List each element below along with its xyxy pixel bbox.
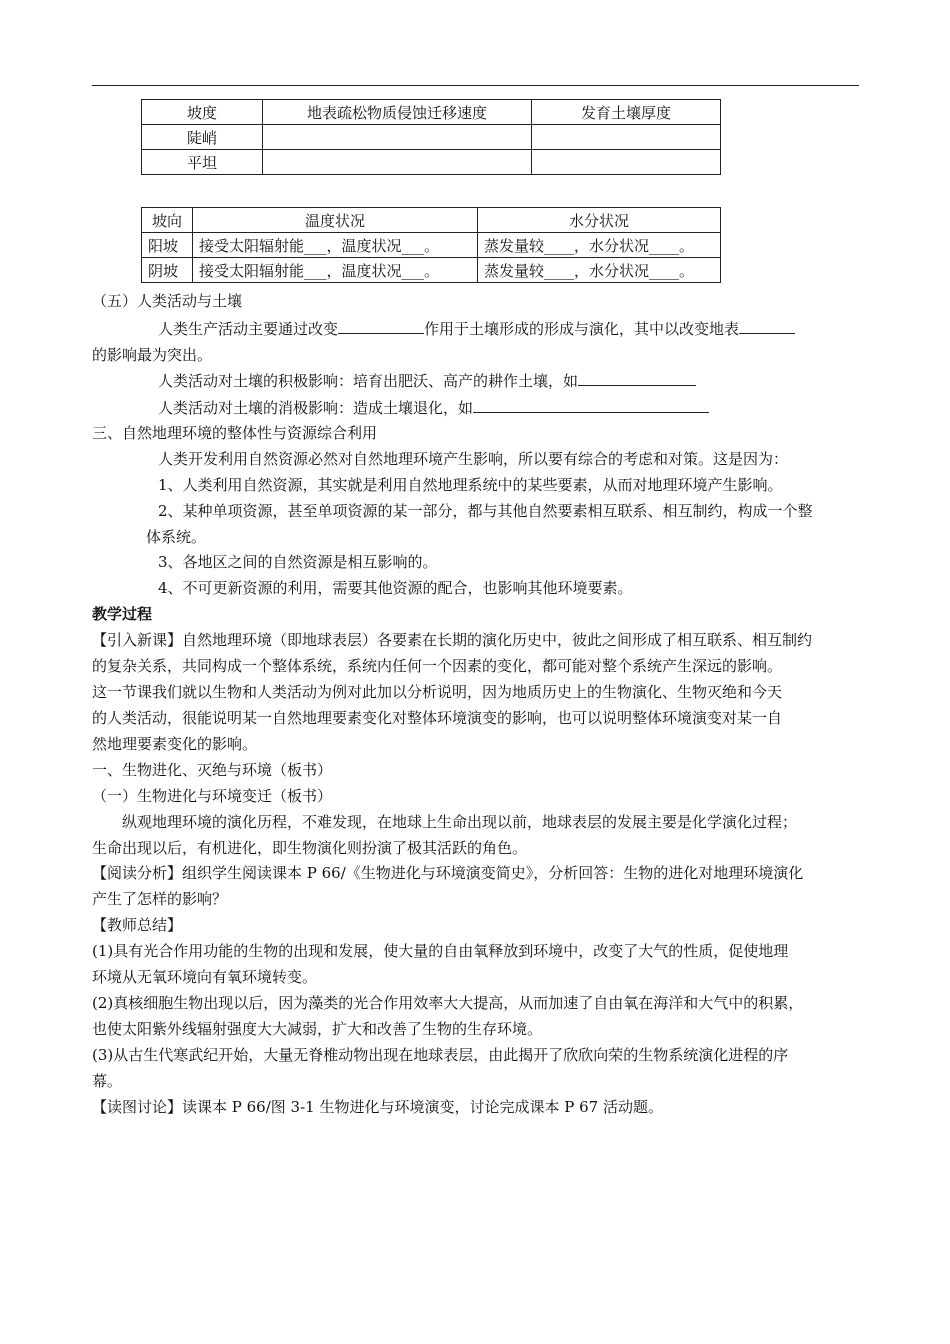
table-cell	[263, 125, 532, 150]
table-row	[142, 258, 721, 283]
table-header-cell: 地表疏松物质侵蚀迁移速度	[263, 100, 532, 125]
table-cell: 接受太阳辐射能___，温度状况___。	[193, 233, 478, 258]
section-heading: （一）生物进化与环境变迁（板书）	[92, 787, 333, 805]
list-item: 4、不可更新资源的利用，需要其他资源的配合，也影响其他环境要素。	[158, 579, 633, 597]
table-cell	[532, 150, 721, 175]
paragraph: 也使太阳紫外线辐射强度大大减弱，扩大和改善了生物的生存环境。	[92, 1020, 543, 1038]
paragraph: 人类开发利用自然资源必然对自然地理环境产生影响，所以要有综合的考虑和对策。这是因为：	[158, 450, 789, 468]
table-header-row	[142, 100, 721, 125]
paragraph: 然地理要素变化的影响。	[92, 735, 258, 753]
fill-blank[interactable]	[739, 317, 795, 334]
table-header-cell: 坡向	[142, 208, 193, 233]
paragraph: 【引入新课】自然地理环境（即地球表层）各要素在长期的演化历史中，彼此之间形成了相互联系、相互制约	[92, 631, 813, 649]
fill-blank[interactable]	[473, 396, 709, 413]
list-item: 3、各地区之间的自然资源是相互影响的。	[158, 553, 438, 571]
table-header-cell: 发育土壤厚度	[532, 100, 721, 125]
table-cell: 阴坡	[142, 258, 193, 283]
paragraph: 纵观地理环境的演化历程，不难发现，在地球上生命出现以前，地球表层的发展主要是化学演化过程；	[122, 813, 798, 831]
table-cell	[263, 150, 532, 175]
fill-blank[interactable]	[338, 317, 424, 334]
aspect-table	[141, 207, 721, 283]
paragraph: 这一节课我们就以生物和人类活动为例对此加以分析说明，因为地质历史上的生物演化、生物灭绝和今天	[92, 683, 783, 701]
section-heading: 三、自然地理环境的整体性与资源综合利用	[92, 424, 378, 442]
paragraph: 的人类活动，很能说明某一自然地理要素变化对整体环境演变的影响，也可以说明整体环境演变对某一自	[92, 709, 783, 727]
paragraph	[158, 396, 928, 419]
slope-table	[141, 99, 721, 175]
table-cell	[532, 125, 721, 150]
table-header-cell: 坡度	[142, 100, 263, 125]
paragraph: 的复杂关系，共同构成一个整体系统，系统内任何一个因素的变化，都可能对整个系统产生深远的影响。	[92, 657, 783, 675]
section-heading: （五）人类活动与土壤	[92, 292, 243, 310]
paragraph	[158, 317, 928, 340]
paragraph: (2)真核细胞生物出现以后，因为藻类的光合作用效率大大提高，从而加速了自由氧在海洋和大气中的积累，	[92, 994, 804, 1012]
paragraph	[158, 369, 928, 392]
paragraph: 【教师总结】	[92, 916, 183, 934]
paragraph: 幕。	[92, 1072, 123, 1090]
paragraph: 环境从无氧环境向有氧环境转变。	[92, 968, 318, 986]
table-header-row	[142, 208, 721, 233]
table-row	[142, 150, 721, 175]
text-segment: 作用于土壤形成的形成与演化，其中以改变地表	[424, 320, 740, 338]
table-row	[142, 233, 721, 258]
table-row	[142, 125, 721, 150]
paragraph: (3)从古生代寒武纪开始，大量无脊椎动物出现在地球表层，由此揭开了欣欣向荣的生物系统演化进程的序	[92, 1046, 789, 1064]
paragraph: 的影响最为突出。	[92, 346, 213, 364]
text-segment: 人类活动对土壤的消极影响：造成土壤退化，如	[158, 399, 474, 417]
table-cell: 接受太阳辐射能___，温度状况___。	[193, 258, 478, 283]
table-cell: 蒸发量较____，水分状况____。	[478, 258, 721, 283]
section-title: 教学过程	[92, 605, 153, 623]
table-cell: 平坦	[142, 150, 263, 175]
paragraph: 产生了怎样的影响？	[92, 890, 228, 908]
table-header-cell: 水分状况	[478, 208, 721, 233]
table-header-cell: 温度状况	[193, 208, 478, 233]
list-item: 体系统。	[146, 528, 207, 546]
table-cell: 蒸发量较____，水分状况____。	[478, 233, 721, 258]
paragraph: 【阅读分析】组织学生阅读课本 P 66/《生物进化与环境演变简史》，分析回答：生物的进化对地理环境演化	[92, 864, 804, 882]
fill-blank[interactable]	[578, 369, 696, 386]
header-rule	[92, 85, 859, 86]
paragraph: 生命出现以后，有机进化，即生物演化则扮演了极其活跃的角色。	[92, 839, 528, 857]
text-segment: 人类生产活动主要通过改变	[158, 320, 339, 338]
paragraph: (1)具有光合作用功能的生物的出现和发展，使大量的自由氧释放到环境中，改变了大气的性质，促使地理	[92, 942, 789, 960]
table-cell: 阳坡	[142, 233, 193, 258]
list-item: 2、某种单项资源，甚至单项资源的某一部分，都与其他自然要素相互联系、相互制约，构成一个整	[158, 502, 813, 520]
text-segment: 人类活动对土壤的积极影响：培育出肥沃、高产的耕作土壤，如	[158, 372, 579, 390]
paragraph: 【读图讨论】读课本 P 66/图 3-1 生物进化与环境演变，讨论完成课本 P 67 活动题。	[92, 1098, 663, 1116]
section-heading: 一、生物进化、灭绝与环境（板书）	[92, 761, 333, 779]
table-cell: 陡峭	[142, 125, 263, 150]
list-item: 1、人类利用自然资源，其实就是利用自然地理系统中的某些要素，从而对地理环境产生影响。	[158, 476, 783, 494]
